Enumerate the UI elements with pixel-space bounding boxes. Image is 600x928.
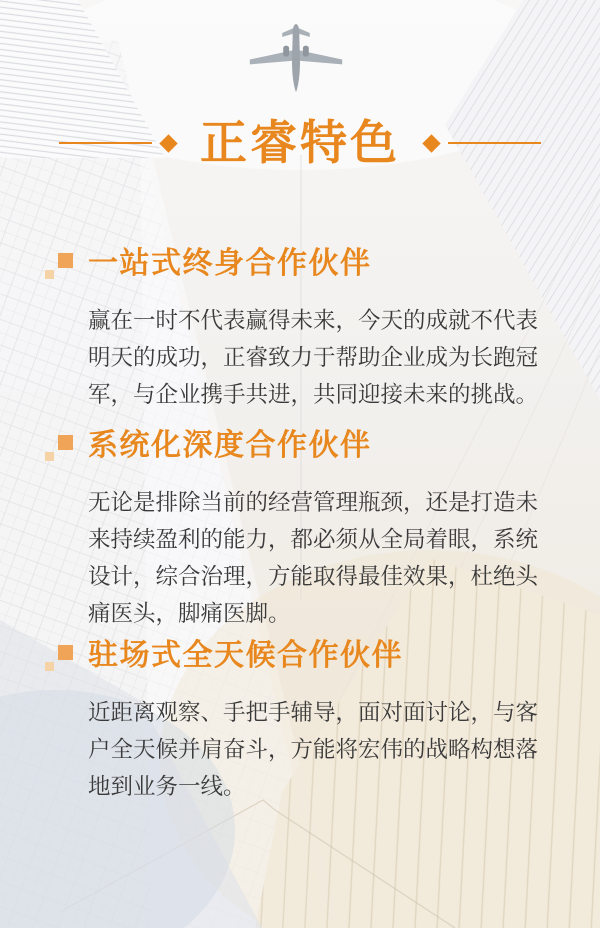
section-heading-row bbox=[58, 638, 540, 674]
airplane-icon bbox=[237, 20, 355, 99]
bullet-squares-icon bbox=[58, 253, 73, 268]
section-one-stop-partner bbox=[58, 246, 540, 413]
section-heading: 驻场式全天候合作伙伴 bbox=[88, 639, 403, 672]
title-divider-left bbox=[59, 142, 152, 144]
section-heading: 一站式终身合作伙伴 bbox=[88, 247, 372, 280]
page-title: 正睿特色 bbox=[200, 116, 400, 170]
bullet-squares-icon bbox=[58, 435, 73, 450]
diamond-icon bbox=[422, 134, 440, 152]
section-heading-row bbox=[58, 428, 540, 464]
section-heading: 系统化深度合作伙伴 bbox=[88, 429, 372, 462]
section-body: 赢在一时不代表赢得未来，今天的成就不代表明天的成功，正睿致力于帮助企业成为长跑冠军，与企业携手共进，共同迎接未来的挑战。 bbox=[88, 308, 539, 407]
section-onsite-partner bbox=[58, 638, 540, 805]
title-row bbox=[0, 115, 600, 171]
section-body: 近距离观察、手把手辅导，面对面讨论，与客户全天候并肩奋斗，方能将宏伟的战略构想落地到业务一线。 bbox=[88, 700, 539, 799]
bullet-squares-icon bbox=[58, 645, 73, 660]
title-divider-right bbox=[448, 142, 541, 144]
diamond-icon bbox=[159, 134, 177, 152]
section-systematic-partner bbox=[58, 428, 540, 632]
section-heading-row bbox=[58, 246, 540, 282]
section-body: 无论是排除当前的经营管理瓶颈，还是打造未来持续盈利的能力，都必须从全局着眼，系统设计，综合治理，方能取得最佳效果，杜绝头痛医头，脚痛医脚。 bbox=[88, 490, 539, 626]
